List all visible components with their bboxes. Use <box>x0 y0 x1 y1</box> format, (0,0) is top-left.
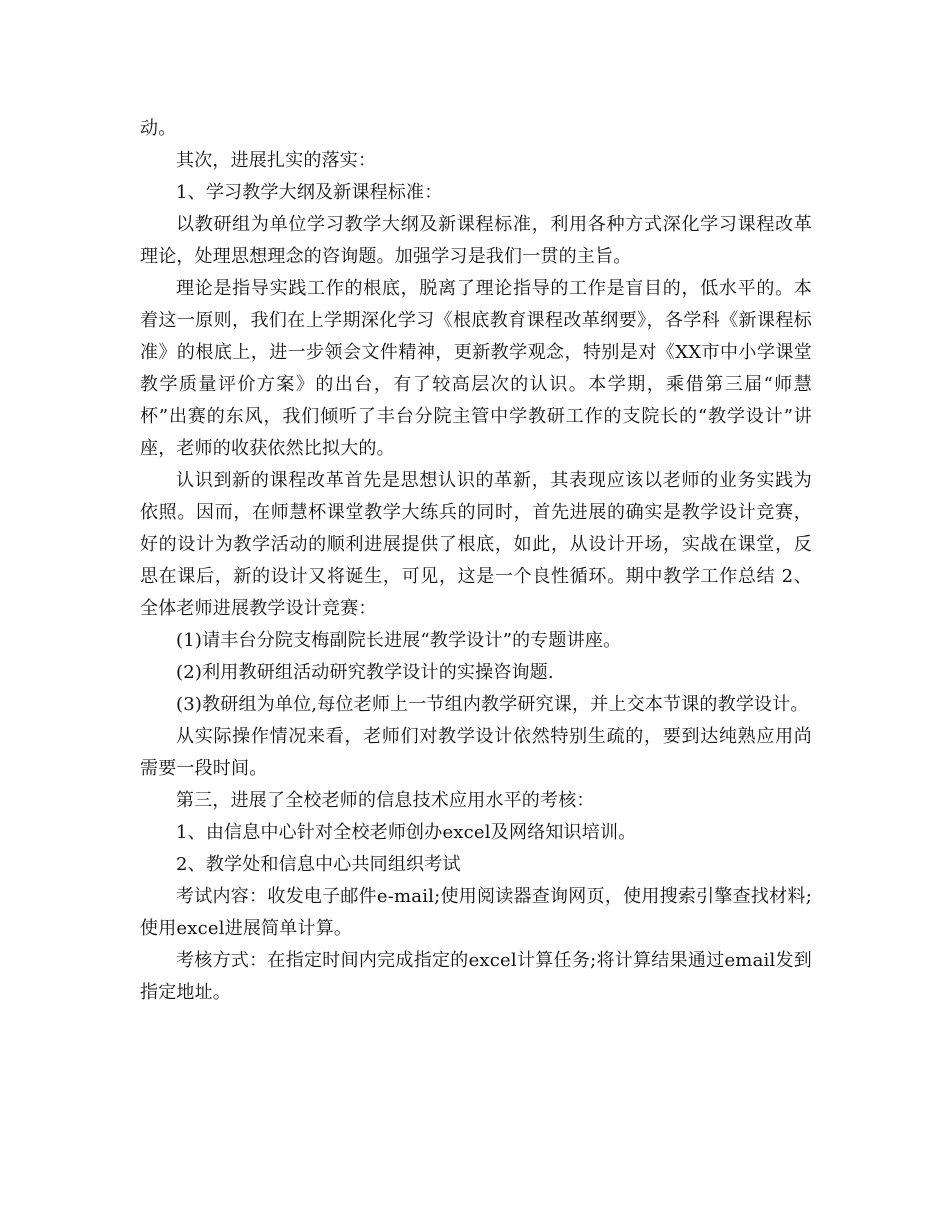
paragraph-body: 考试内容：收发电子邮件e-mail;使用阅读器查询网页，使用搜索引擎查找材料;使用excel进展简单计算。 <box>140 886 812 939</box>
paragraph-item-heading: 1、由信息中心针对全校老师创办excel及网络知识培训。 <box>176 822 637 843</box>
paragraph-body: 从实际操作情况来看，老师们对教学设计依然特别生疏的，要到达纯熟应用尚需要一段时间。 <box>140 726 812 779</box>
paragraph-body: 认识到新的课程改革首先是思想认识的革新，其表现应该以老师的业务实践为依照。因而，在师慧杯课堂教学大练兵的同时，首先进展的确实是教学设计竞赛，好的设计为教学活动的顺利进展提供了根底，如此，从设计开场，实战在课堂，反思在课后，新的设计又将诞生，可见，这是一个良性循环。期中教学工作总结 2、全体老师进展教学设计竞赛： <box>140 470 812 619</box>
paragraph-body: 理论是指导实践工作的根底，脱离了理论指导的工作是盲目的，低水平的。本着这一原则，我们在上学期深化学习《根底教育课程改革纲要》，各学科《新课程标准》的根底上，进一步领会文件精神，更新教学观念，特别是对《XX市中小学课堂教学质量评价方案》的出台，有了较高层次的认识。本学期，乘借第三届“师慧杯”出赛的东风，我们倾听了丰台分院主管中学教研工作的支院长的“教学设计”讲座，老师的收获依然比拟大的。 <box>140 278 812 459</box>
paragraph-section-heading-third: 第三，进展了全校老师的信息技术应用水平的考核： <box>176 790 595 811</box>
paragraph-list-item: (3)教研组为单位,每位老师上一节组内教学研究课，并上交本节课的教学设计。 <box>176 694 809 715</box>
paragraph-item-heading: 2、教学处和信息中心共同组织考试 <box>176 854 461 875</box>
paragraph-section-heading-second: 其次，进展扎实的落实： <box>176 150 377 171</box>
paragraph-list-item: (1)请丰台分院支梅副院长进展“教学设计”的专题讲座。 <box>176 630 622 651</box>
paragraph-body: 考核方式：在指定时间内完成指定的excel计算任务;将计算结果通过email发到指定地址。 <box>140 950 812 1003</box>
paragraph-body: 以教研组为单位学习教学大纲及新课程标准，利用各种方式深化学习课程改革理论，处理思想理念的咨询题。加强学习是我们一贯的主旨。 <box>140 214 812 267</box>
paragraph-list-item: (2)利用教研组活动研究教学设计的实操咨询题. <box>176 662 554 683</box>
paragraph-continuation: 动。 <box>140 118 177 139</box>
paragraph-item-heading: 1、学习教学大纲及新课程标准： <box>176 182 443 203</box>
document-body <box>140 113 812 1009</box>
